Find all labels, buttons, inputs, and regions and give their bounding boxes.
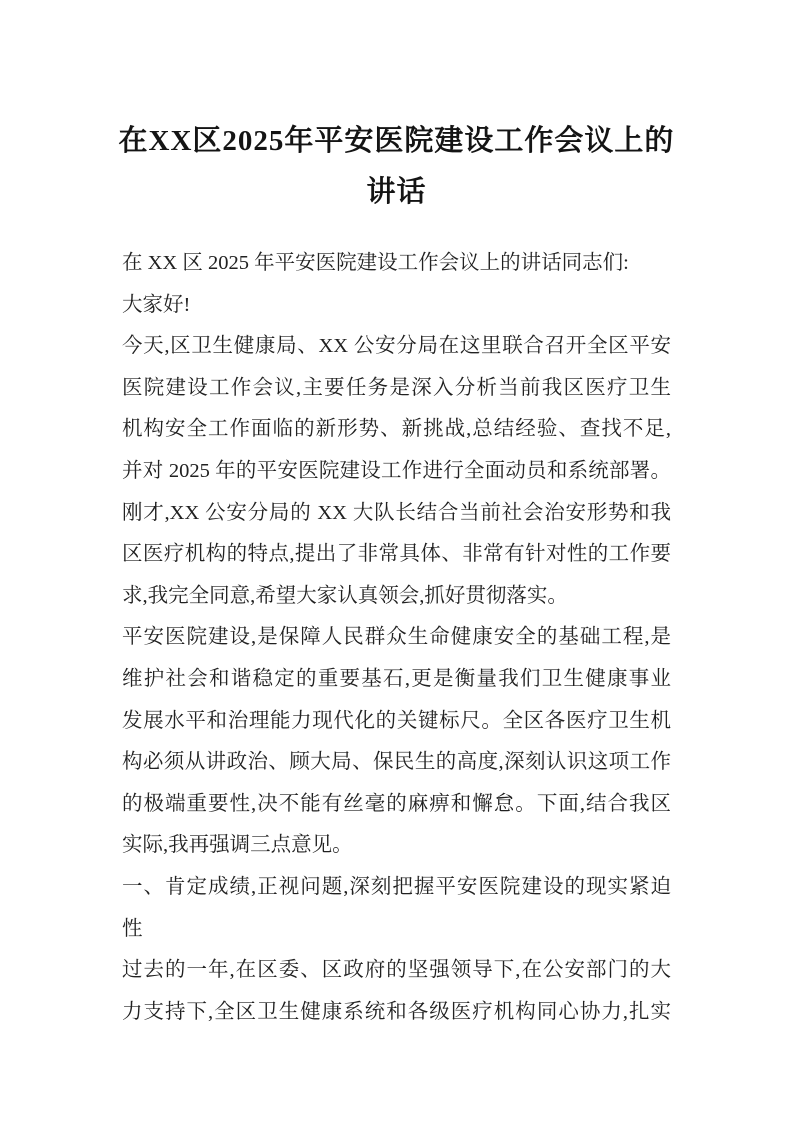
text-line: 并对 2025 年的平安医院建设工作进行全面动员和系统部署。 [122,459,671,482]
text-line: 构必须从讲政治、顾大局、保民生的高度,深刻认识这项工作 [122,751,671,774]
document-title [0,116,793,218]
text-line: 求,我完全同意,希望大家认真领会,抓好贯彻落实。 [122,584,568,607]
text-line: 发展水平和治理能力现代化的关键标尺。全区各医疗卫生机 [122,709,671,732]
text-line: 实际,我再强调三点意见。 [122,834,353,857]
title-line-1: 在XX区2025年平安医院建设工作会议上的 [118,125,675,157]
text-line: 性 [122,917,143,940]
text-line: 维护社会和谐稳定的重要基石,更是衡量我们卫生健康事业 [122,667,671,690]
text-line: 机构安全工作面临的新形势、新挑战,总结经验、查找不足, [122,418,671,441]
title-line-2: 讲话 [366,176,427,208]
text-line: 平安医院建设,是保障人民群众生命健康安全的基础工程,是 [122,626,671,649]
document-body [122,243,671,1033]
text-line: 在 XX 区 2025 年平安医院建设工作会议上的讲话同志们: [122,252,629,274]
text-line: 大家好! [122,293,191,316]
text-line: 今天,区卫生健康局、XX 公安分局在这里联合召开全区平安 [122,335,671,358]
text-line: 过去的一年,在区委、区政府的坚强领导下,在公安部门的大 [122,959,671,982]
text-line: 医院建设工作会议,主要任务是深入分析当前我区医疗卫生 [122,376,671,399]
text-line: 力支持下,全区卫生健康系统和各级医疗机构同心协力,扎实 [122,1000,671,1023]
text-line: 区医疗机构的特点,提出了非常具体、非常有针对性的工作要 [122,543,671,566]
text-line: 一、肯定成绩,正视问题,深刻把握平安医院建设的现实紧迫 [122,875,671,898]
text-line: 刚才,XX 公安分局的 XX 大队长结合当前社会治安形势和我 [122,501,671,524]
text-line: 的极端重要性,决不能有丝毫的麻痹和懈怠。下面,结合我区 [122,792,671,815]
